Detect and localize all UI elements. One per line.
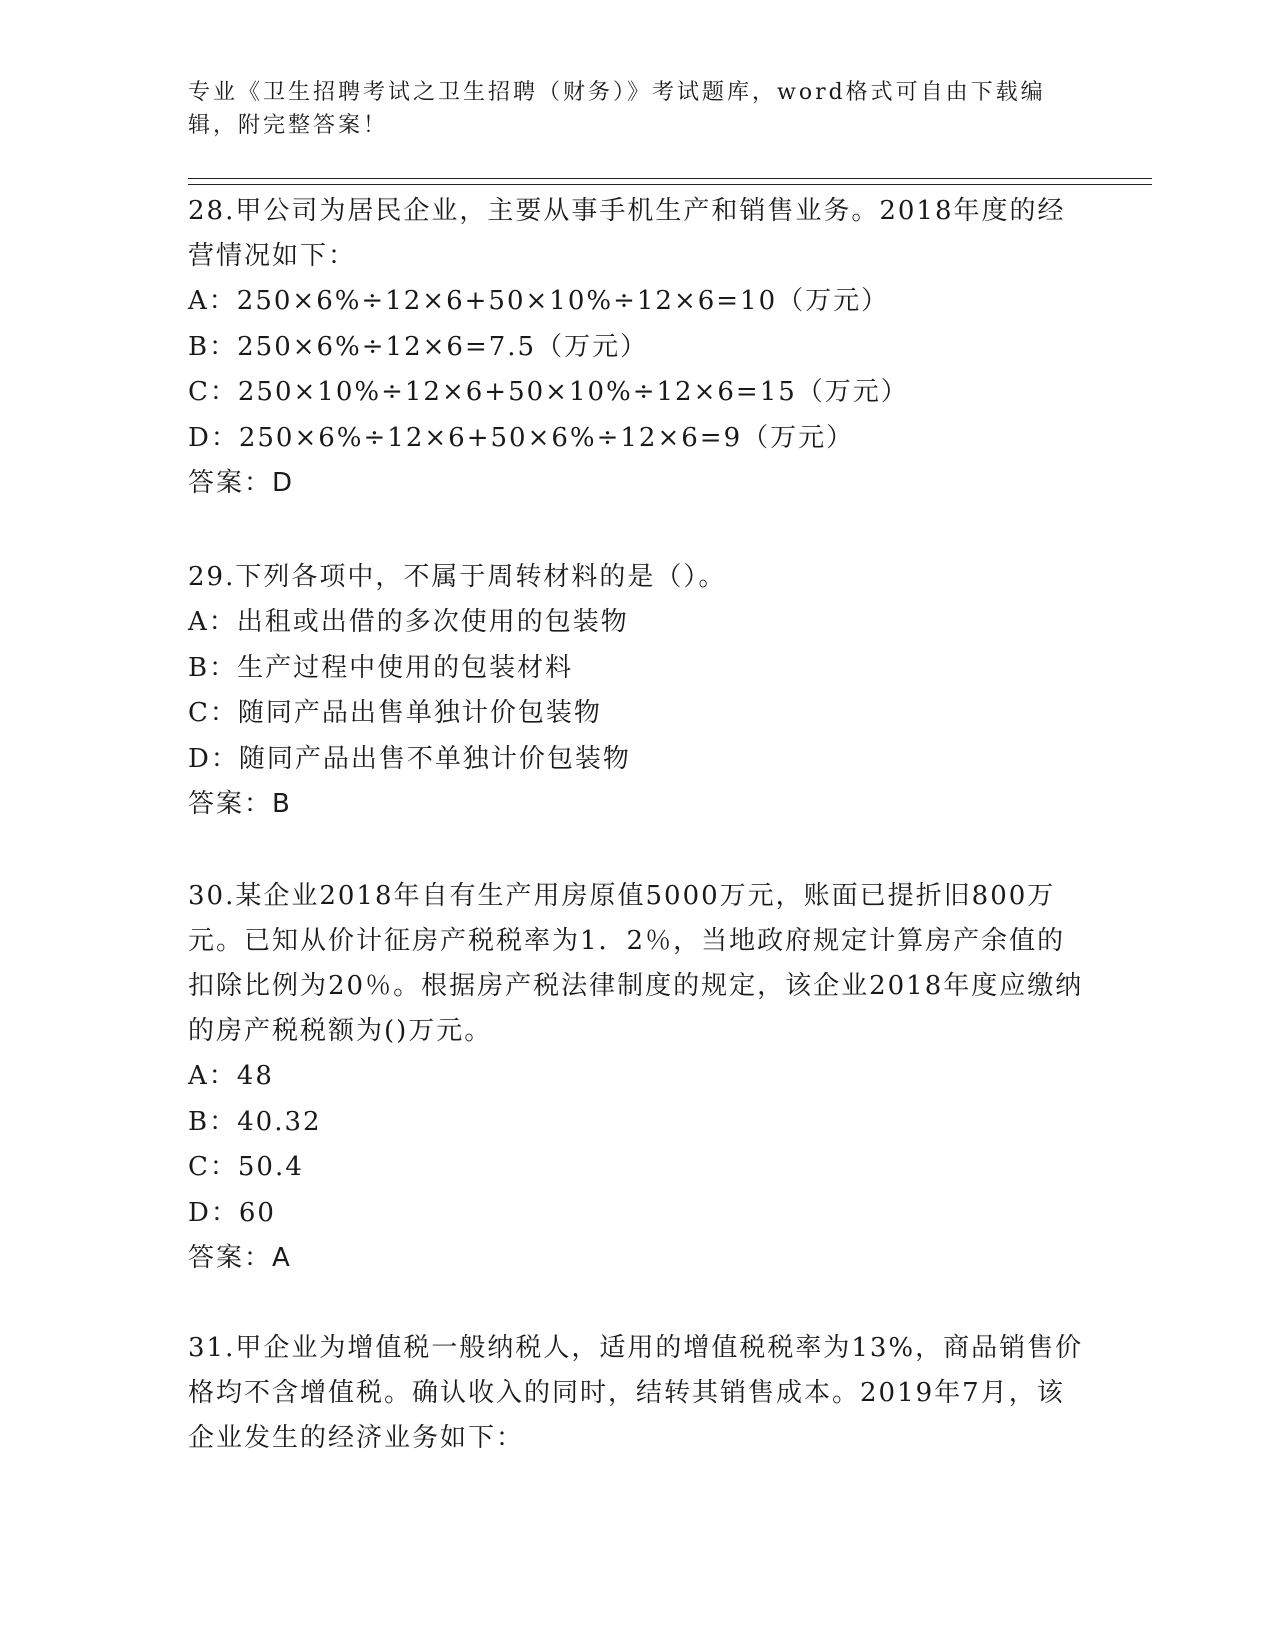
- header-text: 专业《卫生招聘考试之卫生招聘（财务）》考试题库，word格式可自由下载编辑，附完整答案！: [188, 80, 1046, 138]
- option-b: B：250×6%÷12×6=7.5（万元）: [188, 331, 649, 362]
- header-rule-top: [188, 178, 1152, 179]
- option-b: B：生产过程中使用的包装材料: [188, 652, 574, 683]
- header-rule-bottom: [188, 184, 1152, 185]
- question-29: [188, 555, 1088, 827]
- option-c: C：随同产品出售单独计价包装物: [188, 698, 602, 728]
- answer: 答案：B: [188, 789, 292, 819]
- question-stem: 28.甲公司为居民企业，主要从事手机生产和销售业务。2018年度的经营情况如下：: [188, 196, 1066, 271]
- question-stem: 30.某企业2018年自有生产用房原值5000万元，账面已提折旧800万元。已知从价计征房产税税率为1．2％，当地政府规定计算房产余值的扣除比例为20％。根据房产税法律制度的规定，该企业2018年度应缴纳的房产税税额为()万元。: [188, 881, 1084, 1046]
- option-c: C：50.4: [188, 1152, 304, 1182]
- option-c: C：250×10%÷12×6+50×10%÷12×6=15（万元）: [188, 377, 909, 407]
- question-28: [188, 189, 1088, 506]
- question-30: [188, 874, 1088, 1281]
- option-d: D：随同产品出售不单独计价包装物: [188, 743, 631, 774]
- option-b: B：40.32: [188, 1106, 322, 1137]
- question-stem: 29.下列各项中，不属于周转材料的是（）。: [188, 562, 727, 592]
- document-header: [188, 76, 1088, 142]
- option-a: A：出租或出借的多次使用的包装物: [188, 607, 629, 637]
- option-d: D：60: [188, 1197, 276, 1228]
- answer: 答案：A: [188, 1243, 292, 1273]
- option-a: A：48: [188, 1061, 274, 1091]
- question-31: [188, 1326, 1088, 1461]
- option-a: A：250×6%÷12×6+50×10%÷12×6=10（万元）: [188, 286, 890, 316]
- question-stem: 31.甲企业为增值税一般纳税人，适用的增值税税率为13%，商品销售价格均不含增值税。确认收入的同时，结转其销售成本。2019年7月，该企业发生的经济业务如下：: [188, 1333, 1084, 1453]
- answer: 答案：D: [188, 468, 295, 498]
- option-d: D：250×6%÷12×6+50×6%÷12×6=9（万元）: [188, 422, 855, 453]
